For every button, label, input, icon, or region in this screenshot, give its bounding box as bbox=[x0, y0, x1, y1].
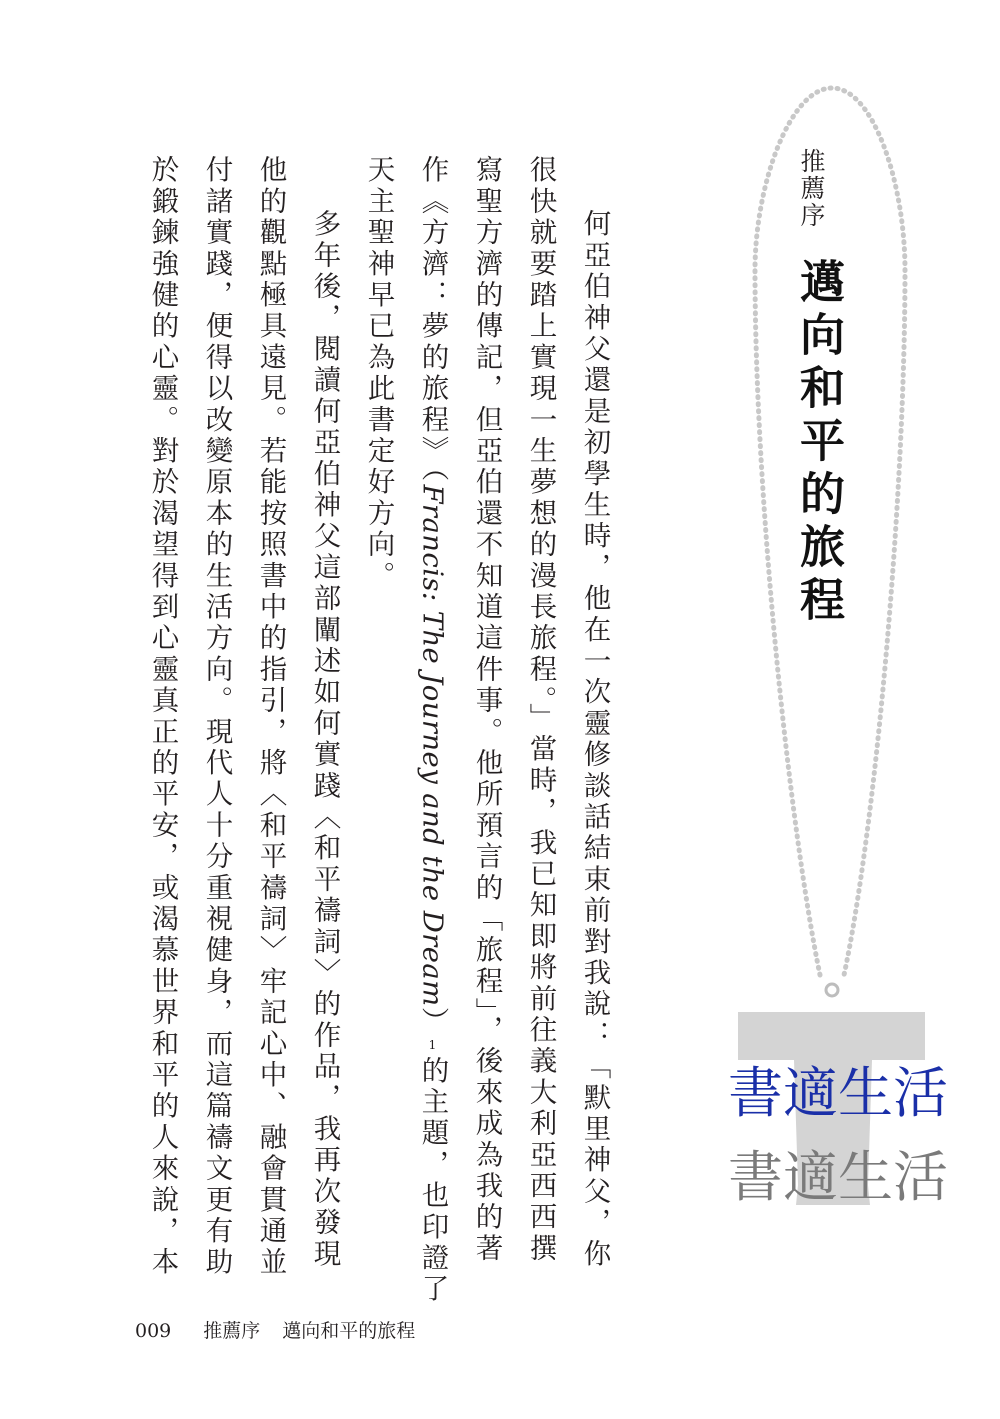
publisher-logo-text: 書適生活 bbox=[728, 1061, 949, 1125]
text-column: 於鍛鍊強健的心靈。對於渴望得到心靈真正的平安，或渴慕世界和平的人來說，本 bbox=[146, 155, 179, 1279]
footnote-marker: 1 bbox=[425, 1037, 440, 1056]
page-number: 009 bbox=[135, 1320, 172, 1342]
text-column: 付諸實踐，便得以改變原本的生活方向。現代人十分重視健身，而這篇禱文更有助 bbox=[200, 155, 233, 1279]
footer-section: 推薦序 bbox=[203, 1320, 261, 1342]
text-column: 很快就要踏上實現一生夢想的漫長旅程。」當時，我已知即將前往義大利亞西西撰 bbox=[524, 155, 557, 1265]
latin-title: Francis: The Journey and the Dream bbox=[416, 484, 449, 1007]
section-kicker: 推薦序 bbox=[797, 148, 826, 229]
text-column: 天主聖神早已為此書定好方向。 bbox=[362, 155, 395, 592]
publisher-logo-text-shadow: 書適生活 bbox=[728, 1145, 949, 1209]
text-column bbox=[416, 155, 449, 1306]
footer-chapter-title: 邁向和平的旅程 bbox=[282, 1320, 416, 1342]
text-column: 他的觀點極具遠見。若能按照書中的指引，將〈和平禱詞〉牢記心中、融會貫通並 bbox=[254, 155, 287, 1279]
page-footer bbox=[135, 1316, 415, 1343]
chapter-title: 邁向和平的旅程 bbox=[792, 258, 845, 629]
text-column: 寫聖方濟的傳記，但亞伯還不知道這件事。他所預言的「旅程」，後來成為我的著 bbox=[470, 155, 503, 1265]
text-column: 多年後，閱讀何亞伯神父這部闡述如何實踐〈和平禱詞〉的作品，我再次發現 bbox=[308, 209, 341, 1270]
text-segment: 的主題，也印證了 bbox=[416, 1055, 449, 1306]
text-segment: ） bbox=[416, 1006, 449, 1038]
text-segment: 作《方濟：夢的旅程》（ bbox=[416, 155, 449, 485]
text-column: 何亞伯神父還是初學生時，他在一次靈修談話結束前對我說：「默里神父，你 bbox=[578, 209, 611, 1270]
